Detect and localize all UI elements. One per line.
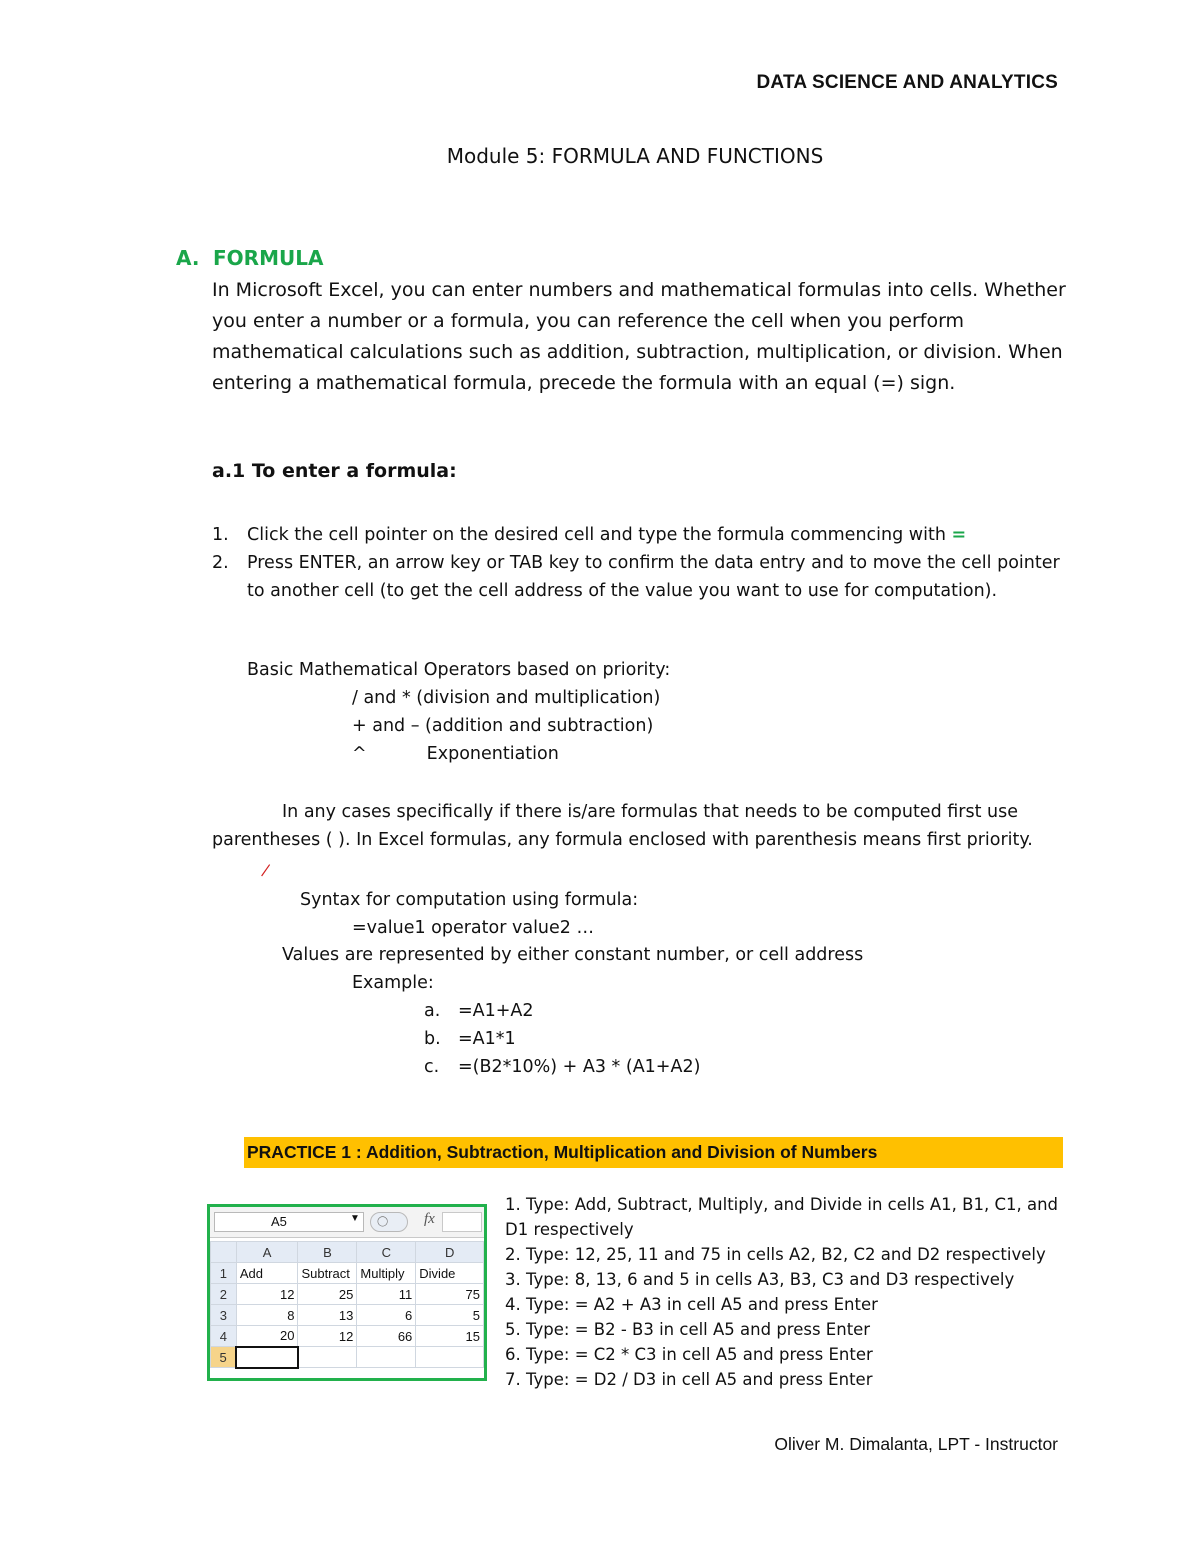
step-text: Press ENTER, an arrow key or TAB key to confirm the data entry and to move the cell pointer to another cell (to get the cell address of the value you want to use for computation). [247, 553, 1060, 601]
example-item [424, 1001, 534, 1021]
table-row [211, 1347, 484, 1368]
instruction-item: 4. Type: = A2 + A3 in cell A5 and press Enter [505, 1295, 878, 1314]
module-title: Module 5: FORMULA AND FUNCTIONS [446, 144, 824, 168]
section-a-letter: A. [176, 246, 200, 270]
cases-text: In any cases specifically if there is/are formulas that needs to be computed first use parentheses ( ). In Excel formulas, any formula enclosed with parenthesis means first priority. [212, 802, 1033, 850]
column-header: C [357, 1242, 416, 1263]
list-item [212, 549, 1072, 605]
cell: 75 [416, 1284, 484, 1305]
formula-paragraph: In Microsoft Excel, you can enter numbers and mathematical formulas into cells. Whether you enter a number or a formula, you can reference the cell when you perform mathematical calculations such as addition, subtraction, multiplication, or division. When entering a mathematical formula, precede the formula with an equal (=) sign. [212, 279, 1066, 394]
cell: Divide [416, 1263, 484, 1284]
cell: 6 [357, 1305, 416, 1326]
example-item [424, 1029, 516, 1049]
row-header: 2 [211, 1284, 237, 1305]
spreadsheet-screenshot [207, 1204, 487, 1381]
table-row [211, 1326, 484, 1347]
column-header-row [211, 1242, 484, 1263]
example-letter: b. [424, 1029, 441, 1049]
operators-heading: Basic Mathematical Operators based on priority: [247, 660, 671, 680]
cell: Multiply [357, 1263, 416, 1284]
instruction-item: 2. Type: 12, 25, 11 and 75 in cells A2, B2, C2 and D2 respectively [505, 1245, 1046, 1264]
step-number: 2. [212, 553, 229, 573]
section-a-heading [176, 246, 323, 270]
cell: 15 [416, 1326, 484, 1347]
example-letter: a. [424, 1001, 441, 1021]
cell: 25 [298, 1284, 357, 1305]
example-letter: c. [424, 1057, 440, 1077]
cell: Subtract [298, 1263, 357, 1284]
name-box: A5 [214, 1212, 364, 1232]
table-row [211, 1305, 484, 1326]
cell: 11 [357, 1284, 416, 1305]
row-header: 1 [211, 1263, 237, 1284]
cell [416, 1347, 484, 1368]
cell: Add [236, 1263, 298, 1284]
cell: 8 [236, 1305, 298, 1326]
course-header: DATA SCIENCE AND ANALYTICS [756, 72, 1058, 93]
row-header: 4 [211, 1326, 237, 1347]
example-formula: =A1*1 [458, 1029, 516, 1049]
example-label: Example: [352, 973, 434, 993]
operator-item [352, 744, 559, 764]
step-text: Click the cell pointer on the desired cell and type the formula commencing with [247, 525, 952, 545]
footer-author: Oliver M. Dimalanta, LPT - Instructor [774, 1434, 1058, 1454]
chevron-down-icon: ▼ [350, 1213, 360, 1224]
equal-sign-highlight: = [951, 525, 967, 545]
row-header: 5 [211, 1347, 237, 1368]
cell: 12 [236, 1284, 298, 1305]
formula-bar [210, 1207, 484, 1238]
cell: 20 [236, 1326, 298, 1347]
fx-icon: fx [424, 1211, 435, 1227]
cell: 5 [416, 1305, 484, 1326]
step-number: 1. [212, 525, 229, 545]
instruction-item: 1. Type: Add, Subtract, Multiply, and Divide in cells A1, B1, C1, and D1 respectively [505, 1195, 1064, 1239]
table-row [211, 1263, 484, 1284]
formula-bar-toggle-icon: ◯ [370, 1212, 408, 1232]
practice-instructions [505, 1192, 1065, 1392]
operator-item: + and – (addition and subtraction) [352, 716, 654, 736]
red-mark-icon: ❘ [256, 860, 276, 880]
spreadsheet-grid [210, 1241, 484, 1369]
instruction-item: 5. Type: = B2 - B3 in cell A5 and press Enter [505, 1320, 871, 1339]
values-note: Values are represented by either constant number, or cell address [282, 945, 864, 965]
syntax-heading: Syntax for computation using formula: [300, 890, 639, 910]
list-item [212, 521, 1072, 549]
operator-item: / and * (division and multiplication) [352, 688, 661, 708]
section-a-title: FORMULA [213, 246, 324, 270]
formula-input [442, 1212, 482, 1232]
instruction-item: 6. Type: = C2 * C3 in cell A5 and press Enter [505, 1345, 873, 1364]
selected-cell [236, 1347, 298, 1368]
instruction-item: 7. Type: = D2 / D3 in cell A5 and press Enter [505, 1370, 873, 1389]
column-header: D [416, 1242, 484, 1263]
cell: 12 [298, 1326, 357, 1347]
subsection-heading: a.1 To enter a formula: [212, 460, 457, 482]
instruction-item: 3. Type: 8, 13, 6 and 5 in cells A3, B3, C3 and D3 respectively [505, 1270, 1015, 1289]
row-header: 3 [211, 1305, 237, 1326]
cases-paragraph [212, 798, 1072, 854]
cell [357, 1347, 416, 1368]
cell: 13 [298, 1305, 357, 1326]
example-formula: =(B2*10%) + A3 * (A1+A2) [458, 1057, 701, 1077]
practice-banner: PRACTICE 1 : Addition, Subtraction, Multiplication and Division of Numbers [244, 1137, 1063, 1168]
cell: 66 [357, 1326, 416, 1347]
exp-label: Exponentiation [426, 744, 559, 764]
exp-symbol: ^ [352, 744, 367, 764]
select-all-corner [211, 1242, 237, 1263]
example-formula: =A1+A2 [458, 1001, 534, 1021]
example-item [424, 1057, 700, 1077]
table-row [211, 1284, 484, 1305]
steps-list [212, 521, 1072, 605]
column-header: B [298, 1242, 357, 1263]
syntax-form: =value1 operator value2 … [352, 918, 594, 938]
cell [298, 1347, 357, 1368]
column-header: A [236, 1242, 298, 1263]
